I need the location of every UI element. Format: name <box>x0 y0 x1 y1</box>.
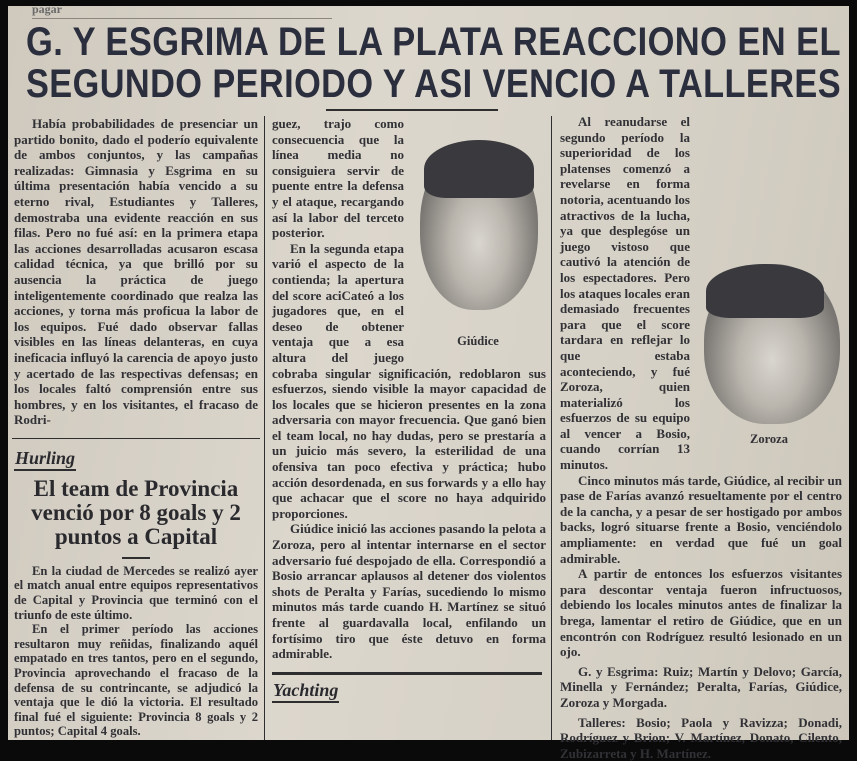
hurling-headline: El team de Provincia venció por 8 goals y 2 puntos a Capital <box>31 475 241 549</box>
photo-caption: Giúdice <box>457 334 499 348</box>
lineup-esgrima: G. y Esgrima: Ruiz; Martín y Delovo; García, Minella y Fernández; Peralta, Farías, Giúdice, Zoroza y Morgada. <box>560 663 842 710</box>
paragraph: Cinco minutos más tarde, Giúdice, al recibir un pase de Farías avanzó resueltamente por el centro de la cancha, y a pesar de ser hostigado por ambos backs, logró situarse frente a Bosio, venciéndolo ampliamente: en verdad que fué un goal admirable. <box>560 472 842 566</box>
article-column-2 <box>272 116 546 662</box>
article-column-1 <box>14 116 258 428</box>
middle-column <box>272 116 546 703</box>
lineup-talleres: Talleres: Bosio; Paola y Ravizza; Donadi, Rodríguez y Brion; V. Martínez, Donato, Cilento, Zubizarreta y H. Martínez. <box>560 714 842 761</box>
paragraph: guez, trajo como consecuencia que la línea media no consiguiera servir de puente entre la defensa y el ataque, recargando así la labor del terceto posterior. <box>272 116 404 241</box>
section-heading-hurling: Hurling <box>14 447 76 471</box>
newspaper-clipping <box>8 2 849 761</box>
portrait-hair <box>706 264 824 318</box>
paragraph: Había probabilidades de presenciar un partido bonito, dado el poderío equivalente de ambos conjuntos, y las campañas realizadas: Gimnasia y Esgrima en su última presentación había vencido a su eterno rival, Estudiantes y Talleres, demostraba una evidente reacción en sus filas. Pero no fué así: en la primera etapa las acciones desarrolladas acusaron escasa calidad técnica, ya que brilló por su ausencia la práctica de juego inteligentemente coordinado que realza las acciones, y torna más proficua la labor de los equipos. Fué dado observar fallas visibles en las líneas delanteras, en cuya ineficacia influyó la carencia de apoyo justo y acertado de las respectivas defensas; en los locales faltó comprensión entre sus hombres, y en los visitantes, el fracaso de Rodri- <box>14 116 258 428</box>
cut-off-text: pagar <box>32 2 62 16</box>
section-divider <box>272 672 542 675</box>
headline-line-2: SEGUNDO PERIODO Y ASI VENCIO A TALLERES <box>26 62 841 106</box>
section-heading-yachting: Yachting <box>272 679 339 703</box>
divider <box>122 557 150 559</box>
headline-line-1: G. Y ESGRIMA DE LA PLATA REACCIONO EN EL <box>26 20 841 64</box>
hurling-body <box>14 564 258 739</box>
photo-giudice <box>410 130 546 354</box>
divider <box>32 18 332 19</box>
headline-rule <box>326 109 498 111</box>
paragraph: Giúdice inició las acciones pasando la pelota a Zoroza, pero al intentar internarse en el sector adversario fué despojado de ella. Correspondió a Bosio arrancar aplausos al detener dos violentos shots de Peralta y Farías, sucediendo lo mismo minutos más tarde cuando H. Martínez se situó frente al guardavalla local, enfilando un fortísimo tiro que éste detuvo en forma admirable. <box>272 521 546 662</box>
paragraph: En la ciudad de Mercedes se realizó ayer el match anual entre equipos representativos de Capital y Provincia que terminó con el triunfo de este último. <box>14 563 258 622</box>
paragraph: En el primer período las acciones resultaron muy reñidas, finalizando aquél empatado en tres tantos, pero en el segundo, Provincia aprovechando el fracaso de la defensa de su contrincante, se adjudicó la ventaja que le dió la victoria. El resultado final fué el siguiente: Provincia 8 goals y 2 puntos; Capital 4 goals. <box>14 622 258 739</box>
paragraph: Al reanudarse el segundo período la superioridad de los platenses comenzó a revelarse en forma notoria, acentuando los atractivos de la lucha, ya que desplegóse un juego vistoso que cautivó la atención de los espectadores. Pero los ataques locales eran demasiado frecuentes para que el score tardara en reflejar lo que estaba aconteciendo, y fué Zoroza, quien materializó los esfuerzos de su equipo al vencer a Bosio, cuando corrían 13 minutos. <box>560 114 690 473</box>
hurling-article <box>14 447 258 739</box>
paragraph: En la segunda etapa varió el aspecto de la contienda; la apertura del score aciCateó a los jugadores que, en el deseo de obtener ventaja que a esa altura del juego cobraba singular significación, redoblaron sus esfuerzos, siendo visible la mayor capacidad de los locales que se hicieron presentes en la zona adversaria con mayor frecuencia. Que ganó bien el team local, no hay dudas, pero se prestaría a un juicio más severo, la esterilidad de una ofensiva tan poco efectiva y práctica; hubo acción desordenada, en sus forwards y a ello hay que achacar que el score no haya adquirido proporciones. <box>272 240 546 521</box>
article-column-3 <box>560 114 842 761</box>
column-rule <box>551 116 552 740</box>
section-divider <box>12 438 260 439</box>
paragraph: A partir de entonces los esfuerzos visitantes para descontar ventaja fueron infructuosos, debiendo los locales minutos antes de finalizar la brega, lamentar el retiro de Giúdice, que en un encontrón con Rodríguez resultó lesionado en un ojo. <box>560 566 842 660</box>
yachting-article <box>272 679 546 703</box>
photo-caption: Zoroza <box>750 432 788 446</box>
column-rule <box>264 116 265 740</box>
photo-zoroza <box>696 264 842 454</box>
right-column <box>560 114 842 761</box>
left-column <box>14 116 258 739</box>
portrait-hair <box>424 140 534 198</box>
